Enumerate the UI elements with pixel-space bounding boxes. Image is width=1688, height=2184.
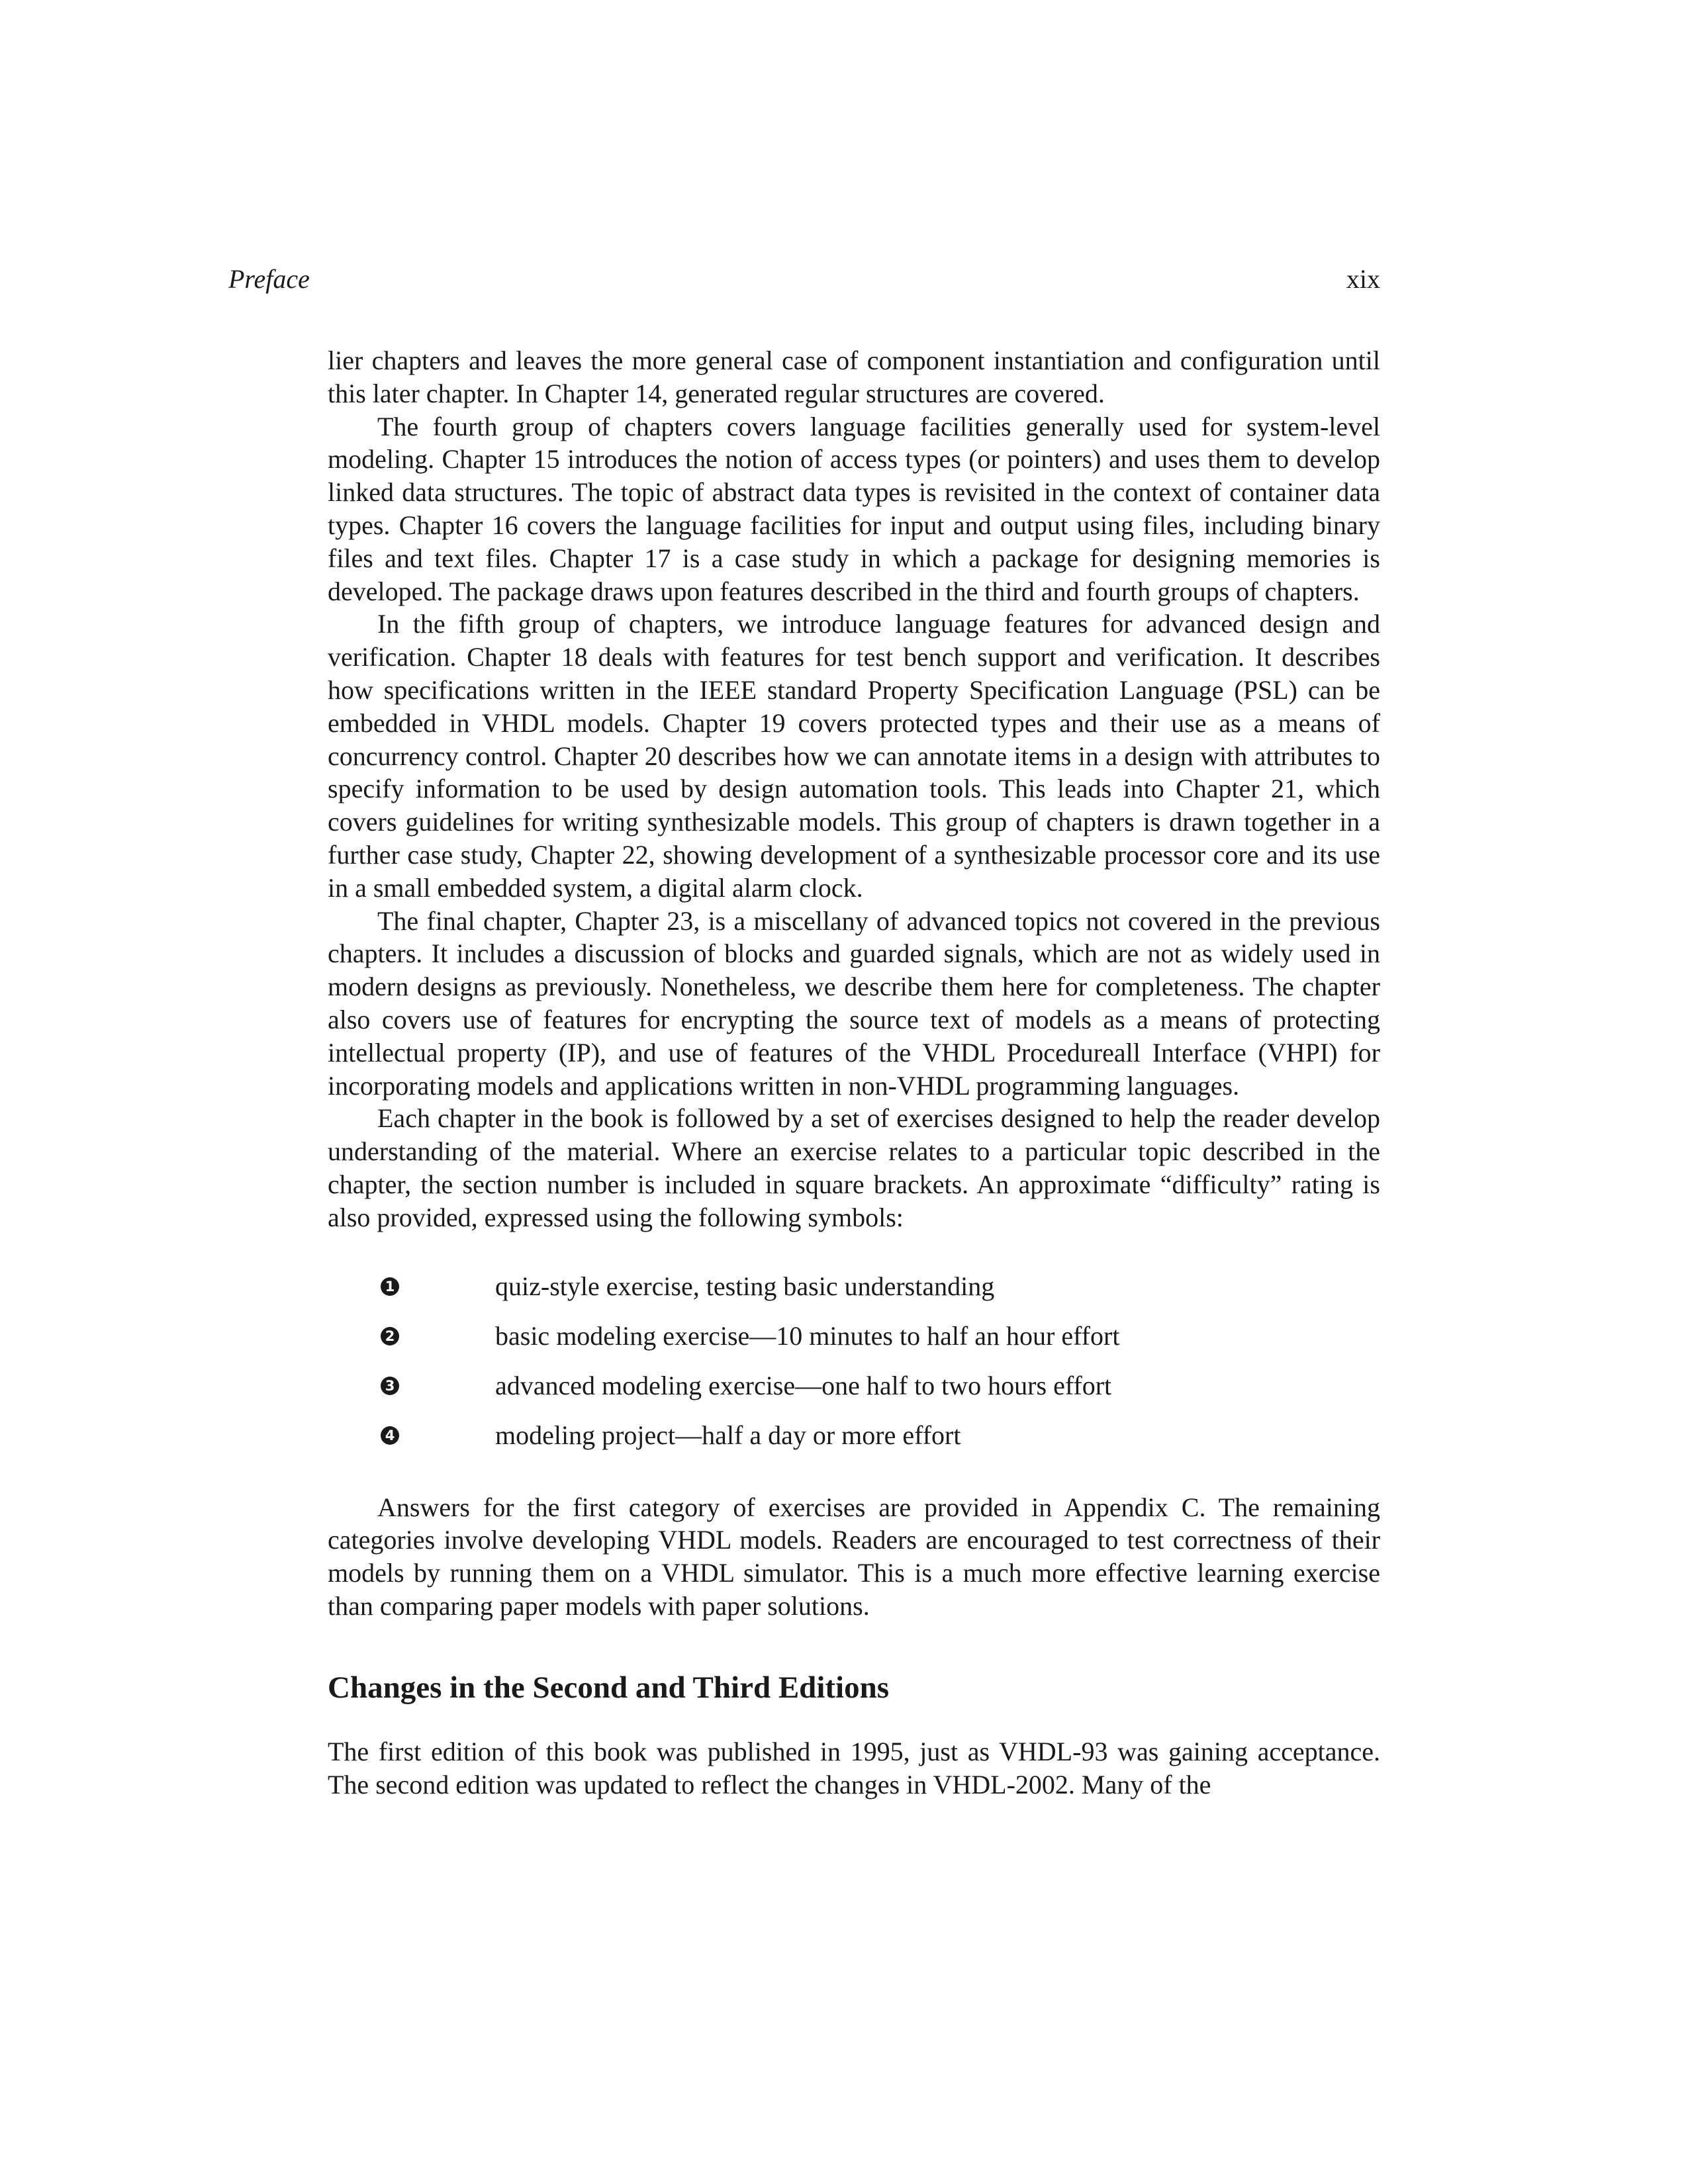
paragraph-exercises: Each chapter in the book is followed by a set of exercises designed to help the reader develop understanding of the material. Where an exercise relates to a particular topic described in the chapter, the section number is included in square brackets. An approximate “difficulty” rating is also provided, expressed using the following symbols: (328, 1103, 1380, 1232)
difficulty-description: advanced modeling exercise—one half to two hours effort (495, 1371, 1112, 1401)
difficulty-rating-item (328, 1411, 1380, 1461)
paragraph-answers: Answers for the first category of exercises are provided in Appendix C. The remaining categories involve developing VHDL models. Readers are encouraged to test correctness of their models by running them on a VHDL simulator. This is a much more effective learning exercise than comparing paper models with paper solutions. (328, 1492, 1380, 1621)
running-head: Preface (228, 264, 310, 294)
difficulty-rating-list (328, 1262, 1380, 1461)
difficulty-rating-item (328, 1312, 1380, 1361)
difficulty-2-icon: 2 (381, 1327, 399, 1345)
section-heading: Changes in the Second and Third Editions (328, 1670, 890, 1705)
difficulty-description: quiz-style exercise, testing basic understanding (495, 1271, 995, 1302)
difficulty-1-icon: 1 (381, 1277, 399, 1296)
difficulty-4-icon: 4 (381, 1426, 399, 1445)
paragraph-final-chapter: The final chapter, Chapter 23, is a miscellany of advanced topics not covered in the previous chapters. It includes a discussion of blocks and guarded signals, which are not as widely used in modern designs as previously. Nonetheless, we describe them here for completeness. The chapter also covers use of features for encrypting the source text of models as a means of protecting intellectual property (IP), and use of features of the VHDL Procedureall Interface (VHPI) for incorporating models and applications written in non-VHDL programming languages. (328, 905, 1380, 1101)
page-number: xix (1346, 264, 1380, 294)
difficulty-description: basic modeling exercise—10 minutes to half an hour effort (495, 1321, 1120, 1351)
paragraph-editions: The first edition of this book was published in 1995, just as VHDL-93 was gaining acceptance. The second edition was updated to reflect the changes in VHDL-2002. Many of the (328, 1736, 1380, 1799)
body-text (328, 344, 1380, 1801)
difficulty-rating-item (328, 1262, 1380, 1312)
paragraph-fifth-group: In the fifth group of chapters, we introduce language features for advanced design and verification. Chapter 18 deals with features for test bench support and verification. It describes how specifications written in the IEEE standard Property Specification Language (PSL) can be embedded in VHDL models. Chapter 19 covers protected types and their use as a means of concurrency control. Chapter 20 describes how we can annotate items in a design with attributes to specify information to be used by design automation tools. This leads into Chapter 21, which covers guidelines for writing synthesizable models. This group of chapters is drawn together in a further case study, Chapter 22, showing development of a synthesizable processor core and its use in a small embedded system, a digital alarm clock. (328, 609, 1380, 903)
difficulty-rating-item (328, 1361, 1380, 1411)
difficulty-description: modeling project—half a day or more effort (495, 1420, 961, 1451)
paragraph-fourth-group: The fourth group of chapters covers language facilities generally used for system-level modeling. Chapter 15 introduces the notion of access types (or pointers) and uses them to develop linked data structures. The topic of abstract data types is revisited in the context of container data types. Chapter 16 covers the language facilities for input and output using files, including binary files and text files. Chapter 17 is a case study in which a package for designing memories is developed. The package draws upon features described in the third and fourth groups of chapters. (328, 411, 1380, 606)
difficulty-3-icon: 3 (381, 1377, 399, 1395)
paragraph-continuation: lier chapters and leaves the more general case of component instantiation and configuration until this later chapter. In Chapter 14, generated regular structures are covered. (328, 345, 1380, 408)
